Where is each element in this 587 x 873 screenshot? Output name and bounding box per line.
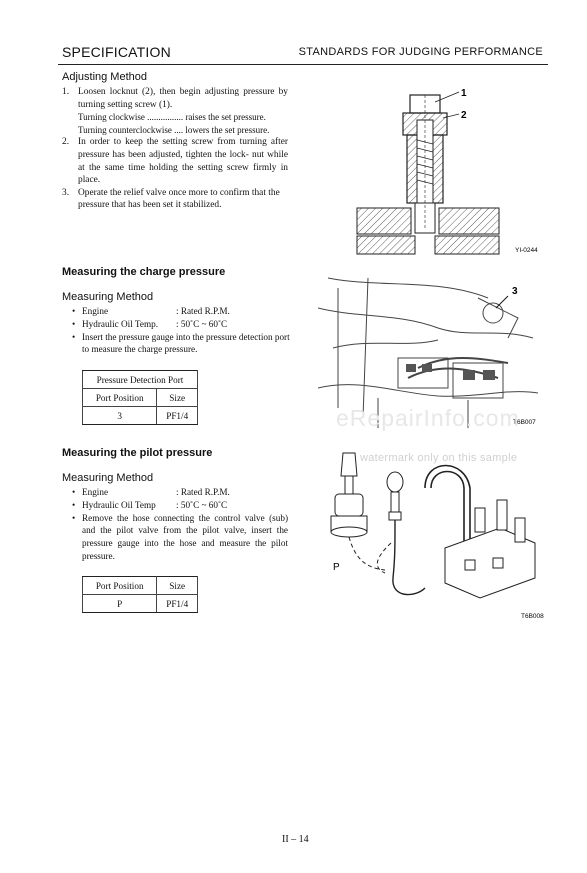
step-2 — [62, 136, 288, 186]
step-text: Operate the relief valve once more to confirm that the pressure that has been set it stabilized. — [78, 187, 280, 211]
pilot-pressure-title: Measuring the pilot pressure — [62, 447, 213, 459]
table-header: Size — [157, 577, 198, 595]
pilot-conditions — [70, 486, 288, 563]
figure-code: T6B007 — [513, 419, 536, 426]
section-title: SPECIFICATION — [62, 44, 171, 60]
step-sub-counterclockwise: Turning counterclockwise .... lowers the set pressure. — [78, 124, 270, 135]
table-header: Port Position — [83, 389, 157, 407]
step-3 — [62, 187, 288, 212]
pilot-method-heading: Measuring Method — [62, 472, 154, 484]
list-item: • Engine : Rated R.P.M. — [72, 306, 230, 316]
watermark-notice: watermark only on this sample — [360, 452, 518, 464]
callout-3: 3 — [512, 286, 518, 297]
callout-1: 1 — [461, 88, 467, 99]
list-item: • Hydraulic Oil Temp : 50˚C ~ 60˚C — [72, 499, 228, 510]
charge-pressure-photo — [318, 268, 538, 428]
step-number: 3. — [62, 187, 70, 198]
list-item: • Engine : Rated R.P.M. — [72, 487, 230, 497]
charge-port-table — [82, 370, 198, 425]
table-header: Port Position — [83, 577, 157, 595]
header-rule — [58, 64, 548, 65]
table-cell: P — [83, 595, 157, 613]
table-cell: 3 — [83, 407, 157, 425]
callout-2: 2 — [461, 110, 467, 121]
list-item: • Remove the hose connecting the control valve (sub) and the pilot valve from the pilot valve, insert the pressure gauge into the hose and measure the pilot pressure. — [72, 512, 288, 561]
figure-code: T6B008 — [521, 613, 544, 620]
table-header: Size — [157, 389, 198, 407]
pilot-port-table — [82, 576, 198, 613]
list-item: • Hydraulic Oil Temp. : 50˚C ~ 60˚C — [72, 318, 228, 329]
callout-p: P — [333, 562, 340, 573]
table-cell: PF1/4 — [157, 595, 198, 613]
chapter-title: STANDARDS FOR JUDGING PERFORMANCE — [298, 46, 543, 58]
charge-pressure-title: Measuring the charge pressure — [62, 266, 226, 278]
step-number: 2. — [62, 137, 70, 148]
list-item: • Insert the pressure gauge into the pressure detection port to measure the charge pressure. — [72, 331, 290, 355]
step-text: Loosen locknut (2), then begin adjusting pressure by turning setting screw (1). — [78, 87, 288, 110]
adjusting-method-heading: Adjusting Method — [62, 71, 147, 83]
table-header: Pressure Detection Port — [83, 371, 198, 389]
step-text: In order to keep the setting screw from turning after pressure has been adjusted, tighten the lock- nut while at the same time holding the setting screw firmly in place. — [78, 137, 288, 186]
relief-valve-figure — [355, 80, 555, 262]
step-number: 1. — [62, 87, 70, 97]
step-sub-clockwise: Turning clockwise ................ raises the set pressure. — [78, 112, 266, 123]
charge-method-heading: Measuring Method — [62, 291, 154, 303]
pilot-pressure-figure — [325, 448, 550, 623]
charge-conditions — [70, 305, 290, 356]
step-1 — [62, 86, 288, 136]
watermark-site: eRepairInfo.com — [336, 405, 520, 431]
page-number: II – 14 — [282, 834, 309, 845]
figure-code: YI-0244 — [515, 247, 538, 254]
table-cell: PF1/4 — [157, 407, 198, 425]
adjusting-steps — [62, 86, 288, 212]
